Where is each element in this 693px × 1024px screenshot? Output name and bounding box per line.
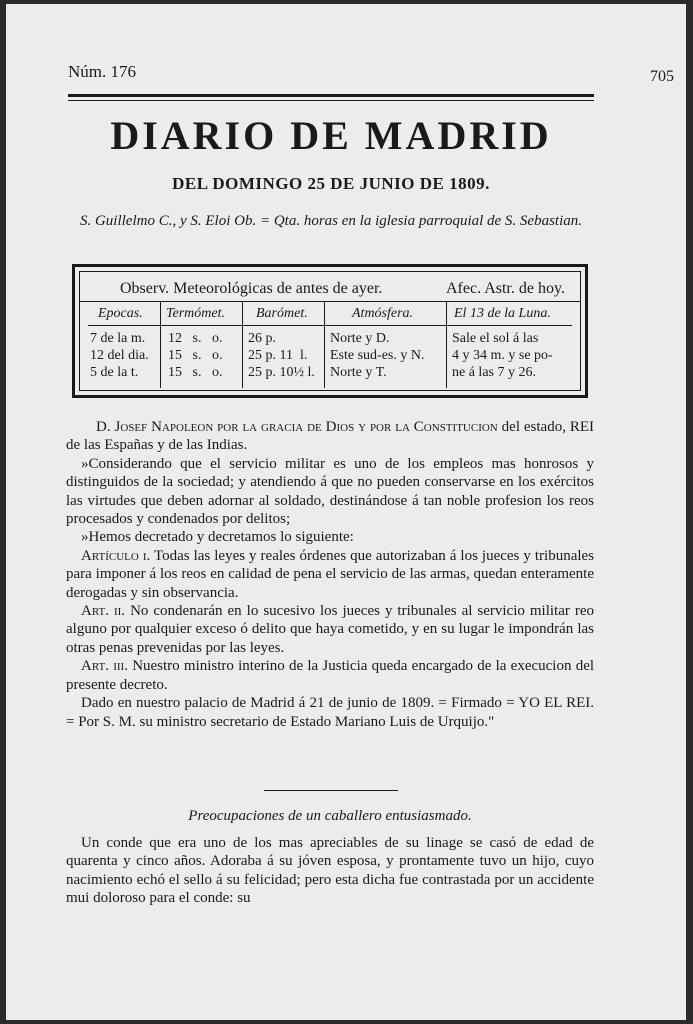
- decree-article-1: [66, 547, 594, 602]
- table-heading-left: Observ. Meteorológicas de antes de ayer.: [120, 280, 383, 297]
- article-3-text: Nuestro ministro interino de la Justicia queda encargado de la execucion del presente decreto.: [66, 658, 595, 693]
- termometro-3: 15 s. o.: [168, 365, 223, 380]
- table-hline: [80, 301, 580, 302]
- col-barometro-header: Barómet.: [256, 306, 308, 321]
- atmosfera-3: Norte y T.: [330, 365, 387, 380]
- decree-closing: Dado en nuestro palacio de Madrid á 21 de junio de 1809. = Firmado = YO EL REI. = Por S. M. su ministro secretario de Estado Mariano Luis de Urquijo.": [66, 695, 594, 730]
- decree-intro-rest: del estado, REI de las Españas y de las Indias.: [66, 419, 595, 454]
- article-2-text: No condenarán en lo sucesivo los jueces y tribunales al servicio militar reo alguno por qualquier exceso ó delito que haya cometido, y en su lugar le impondrán las otras penas prevenidas por las leyes.: [66, 603, 595, 656]
- date-line: DEL DOMINGO 25 DE JUNIO DE 1809.: [172, 174, 490, 193]
- table-vline: [324, 302, 325, 388]
- newspaper-page: [6, 4, 686, 1020]
- barometro-3: 25 p. 10½ l.: [248, 365, 315, 380]
- col-epocas-header: Epocas.: [98, 306, 143, 321]
- decree-article-3: [66, 657, 594, 694]
- saints-line: S. Guillelmo C., y S. Eloi Ob. = Qta. horas en la iglesia parroquial de S. Sebastian.: [79, 213, 583, 229]
- weather-table-inner: [79, 271, 581, 391]
- table-heading-right: Afec. Astr. de hoy.: [446, 280, 565, 297]
- decree-article-2: [66, 602, 594, 657]
- col-termometro-header: Termómet.: [166, 306, 225, 321]
- decree-paragraph-2: »Hemos decretado y decretamos lo siguiente:: [81, 529, 354, 546]
- issue-number: Núm. 176: [68, 62, 136, 81]
- masthead-title: DIARIO DE MADRID: [110, 113, 552, 158]
- decree-text: [66, 418, 594, 731]
- decree-intro-smallcaps: D. Josef Napoleon por la gracia de Dios y por la Constitucion: [96, 419, 498, 435]
- article-1-text: Todas las leyes y reales órdenes que autorizaban á los jueces y tribunales para imponer á los reos en calidad de pena el servicio de las armas, quedan enteramente derogadas y sin observancia.: [66, 547, 595, 601]
- epoca-1: 7 de la m.: [90, 331, 146, 346]
- barometro-2: 25 p. 11 l.: [248, 348, 308, 363]
- decree-intro: [66, 418, 594, 455]
- article-text: [66, 834, 594, 908]
- article-3-label: Art. iii.: [81, 658, 128, 675]
- col-atmosfera-header: Atmósfera.: [352, 306, 414, 321]
- table-vline: [242, 302, 243, 388]
- atmosfera-2: Este sud-es. y N.: [330, 348, 425, 363]
- termometro-2: 15 s. o.: [168, 348, 223, 363]
- article-1-label: Artículo i.: [81, 547, 151, 564]
- epoca-3: 5 de la t.: [90, 365, 139, 380]
- epoca-2: 12 del dia.: [90, 348, 149, 363]
- luna-3: ne á las 7 y 26.: [452, 365, 536, 380]
- decree-paragraph-1: »Considerando que el servicio militar es uno de los empleos mas honrosos y distinguidos de la sociedad; y atendiendo á que no pueden conservarse en los exércitos las virtudes que deben adornar al soldado, destinándose á tan noble profesion los reos procesados y condenados por delitos;: [66, 455, 594, 528]
- section-divider: [264, 790, 398, 791]
- article-title: Preocupaciones de un caballero entusiasmado.: [188, 808, 472, 824]
- weather-table: [72, 264, 588, 398]
- header-rule: [68, 94, 594, 97]
- termometro-1: 12 s. o.: [168, 331, 223, 346]
- barometro-1: 26 p.: [248, 331, 276, 346]
- atmosfera-1: Norte y D.: [330, 331, 390, 346]
- article-2-label: Art. ii.: [81, 603, 126, 620]
- header-rule-thin: [68, 100, 594, 101]
- luna-1: Sale el sol á las: [452, 331, 539, 346]
- article-paragraph-1: Un conde que era uno de los mas apreciables de su linage se casó de edad de quarenta y cinco años. Adoraba á su jóven esposa, y prontamente tuvo un hijo, cuyo nacimiento echó el sello á su felicidad; pero esta dicha fue contrastada por un accidente mui doloroso para el conde: su: [66, 835, 594, 907]
- col-luna-header: El 13 de la Luna.: [454, 306, 551, 321]
- table-vline: [446, 302, 447, 388]
- page-number: 705: [650, 68, 674, 85]
- luna-2: 4 y 34 m. y se po-: [452, 348, 553, 363]
- table-vline: [160, 302, 161, 388]
